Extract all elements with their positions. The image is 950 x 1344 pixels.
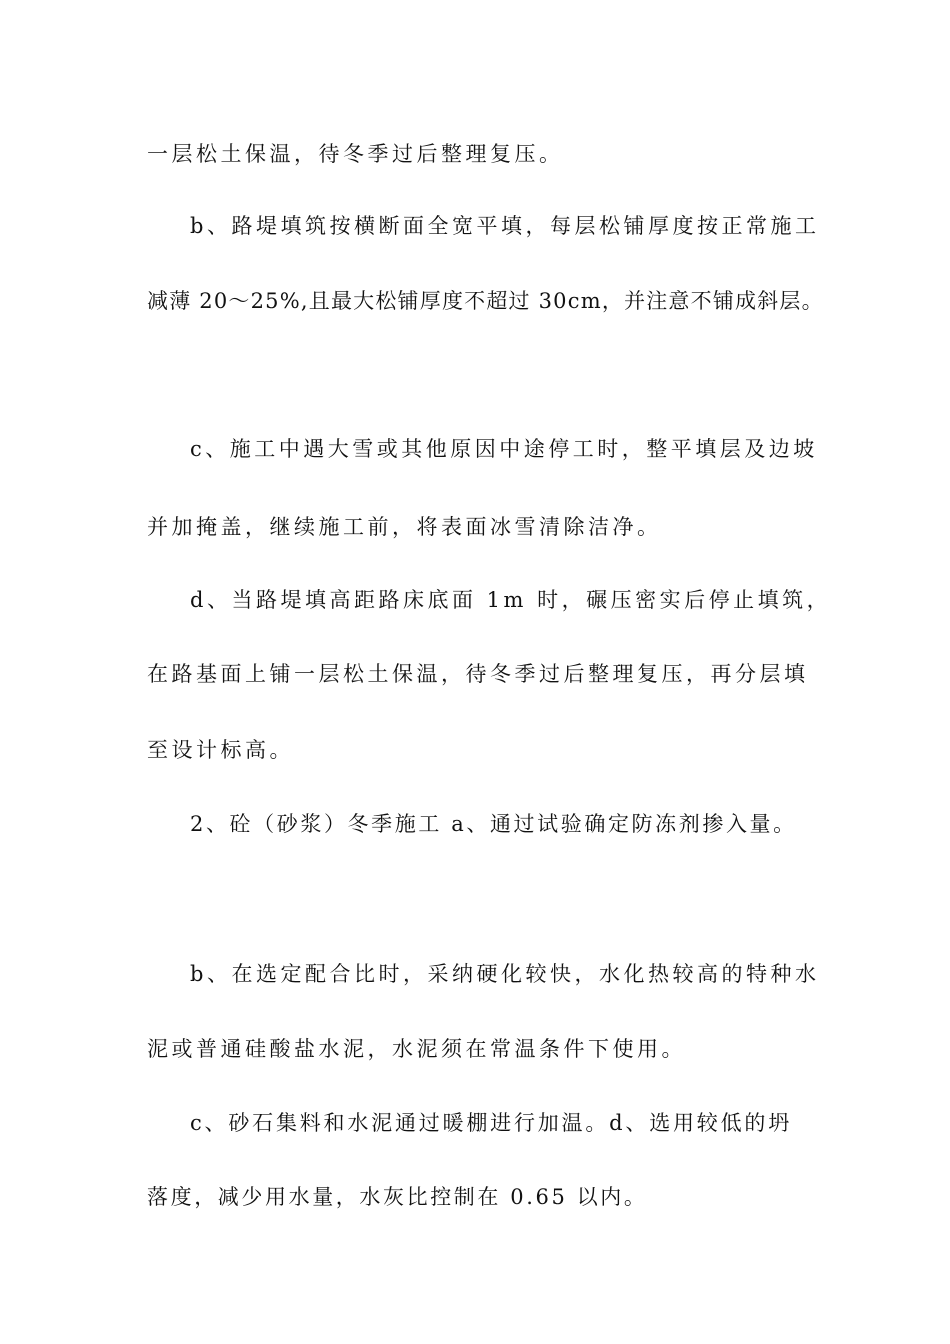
text-line: 泥或普通硅酸盐水泥，水泥须在常温条件下使用。 (147, 1037, 686, 1061)
text-line: 一层松土保温，待冬季过后整理复压。 (147, 142, 564, 166)
text-line: c、砂石集料和水泥通过暖棚进行加温。d、选用较低的坍 (190, 1111, 793, 1135)
text-line: c、施工中遇大雪或其他原因中途停工时，整平填层及边坡 (190, 437, 818, 461)
text-line: 落度，减少用水量，水灰比控制在 0.65 以内。 (147, 1185, 648, 1209)
text-line: d、当路堤填高距路床底面 1m 时，碾压密实后停止填筑， (190, 588, 832, 612)
text-line: 2、砼（砂浆）冬季施工 a、通过试验确定防冻剂掺入量。 (190, 812, 797, 836)
text-line: 减薄 20～25%,且最大松铺厚度不超过 30cm，并注意不铺成斜层。 (147, 289, 824, 313)
text-line: 至设计标高。 (147, 738, 294, 762)
text-line: b、路堤填筑按横断面全宽平填，每层松铺厚度按正常施工 (190, 214, 820, 238)
text-line: 在路基面上铺一层松土保温，待冬季过后整理复压，再分层填 (147, 662, 809, 686)
text-line: 并加掩盖，继续施工前，将表面冰雪清除洁净。 (147, 515, 662, 539)
text-line: b、在选定配合比时，采纳硬化较快，水化热较高的特种水 (190, 962, 820, 986)
